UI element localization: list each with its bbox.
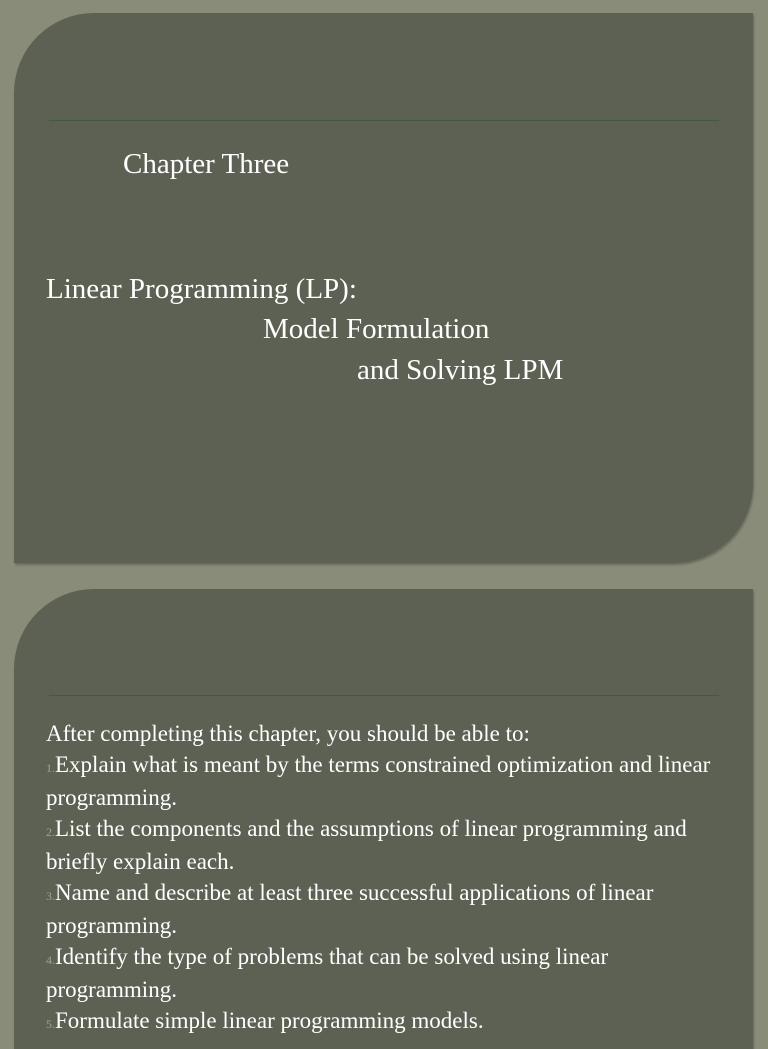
divider-line [49, 695, 719, 696]
objectives-slide [14, 589, 753, 1049]
objective-text: Identify the type of problems that can be solved using linear programming. [46, 943, 609, 1002]
objective-text: Formulate simple linear programming models. [55, 1007, 484, 1033]
slide-title-line: and Solving LPM [357, 354, 564, 386]
chapter-subtitle: Chapter Three [123, 148, 290, 180]
objective-item [46, 942, 736, 1006]
slide-title-line: Linear Programming (LP): [46, 273, 357, 305]
objective-item [46, 814, 736, 878]
objective-text: Name and describe at least three successful applications of linear programming. [46, 879, 654, 938]
objective-number: 3. [46, 888, 55, 903]
objective-number: 1. [46, 760, 55, 775]
objective-number: 4. [46, 952, 55, 967]
title-slide [14, 13, 753, 563]
objectives-list [46, 719, 736, 1039]
objective-number: 5. [46, 1016, 55, 1031]
objective-item [46, 878, 736, 942]
objective-item [46, 1006, 736, 1040]
slide-title-line: Model Formulation [263, 313, 490, 345]
objectives-intro: After completing this chapter, you should be able to: [46, 721, 530, 746]
objective-item [46, 750, 736, 814]
divider-line [49, 120, 719, 121]
objective-number: 2. [46, 824, 55, 839]
objective-text: List the components and the assumptions of linear programming and briefly explain each. [46, 815, 687, 874]
objective-text: Explain what is meant by the terms constrained optimization and linear programming. [46, 751, 711, 810]
